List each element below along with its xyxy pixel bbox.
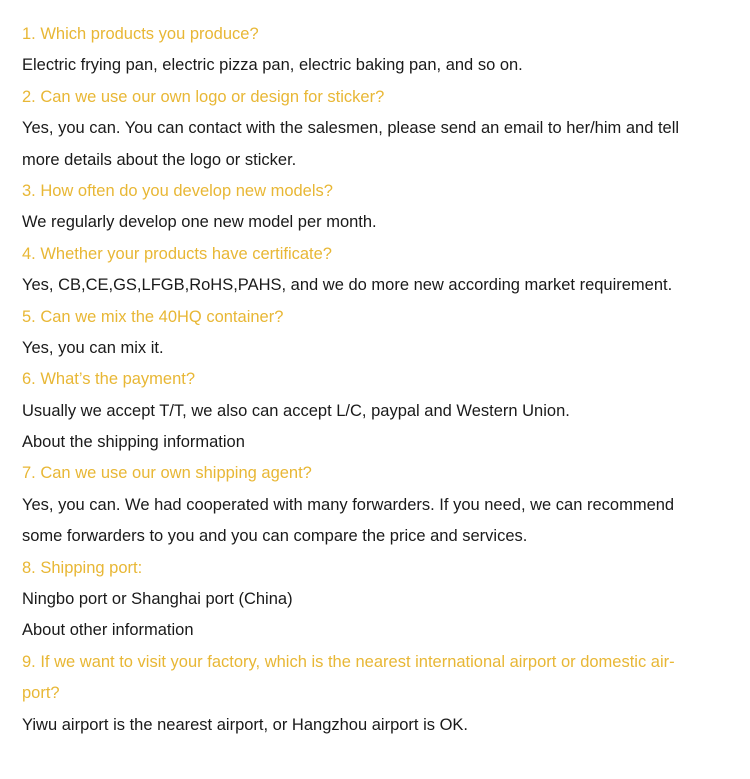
faq-answer: Yes, you can. You can contact with the salesmen, please send an email to her/him and tell [22,119,680,138]
faq-answer: Yes, you can. We had cooperated with many forwarders. If you need, we can recommend [22,495,675,514]
faq-answer: some forwarders to you and you can compare the price and services. [22,527,528,546]
faq-question: 5. Can we mix the 40HQ container? [22,307,284,326]
faq-answer: more details about the logo or sticker. [22,150,297,169]
faq-answer: Yes, CB,CE,GS,LFGB,RoHS,PAHS, and we do more new according market requirement. [22,276,673,295]
faq-question: port? [22,684,60,703]
section-heading: About other information [22,621,194,640]
faq-answer: Electric frying pan, electric pizza pan, electric baking pan, and so on. [22,56,523,75]
faq-answer: We regularly develop one new model per month. [22,213,377,232]
faq-question: 8. Shipping port: [22,558,143,577]
faq-question: 1. Which products you produce? [22,25,259,43]
faq-question: 4. Whether your products have certificate? [22,244,332,263]
faq-answer: Yiwu airport is the nearest airport, or Hangzhou airport is OK. [22,715,469,734]
section-heading: About the shipping information [22,433,245,452]
faq-answer: Yes, you can mix it. [22,338,164,357]
faq-question: 7. Can we use our own shipping agent? [22,464,312,483]
faq-question: 3. How often do you develop new models? [22,181,333,200]
faq-question: 6. What’s the payment? [22,370,196,389]
faq-answer: Usually we accept T/T, we also can accept L/C, paypal and Western Union. [22,401,570,420]
faq-question: 2. Can we use our own logo or design for sticker? [22,87,385,106]
faq-question: 9. If we want to visit your factory, which is the nearest international airport or domestic air- [22,652,675,671]
faq-answer: Ningbo port or Shanghai port (China) [22,590,293,609]
